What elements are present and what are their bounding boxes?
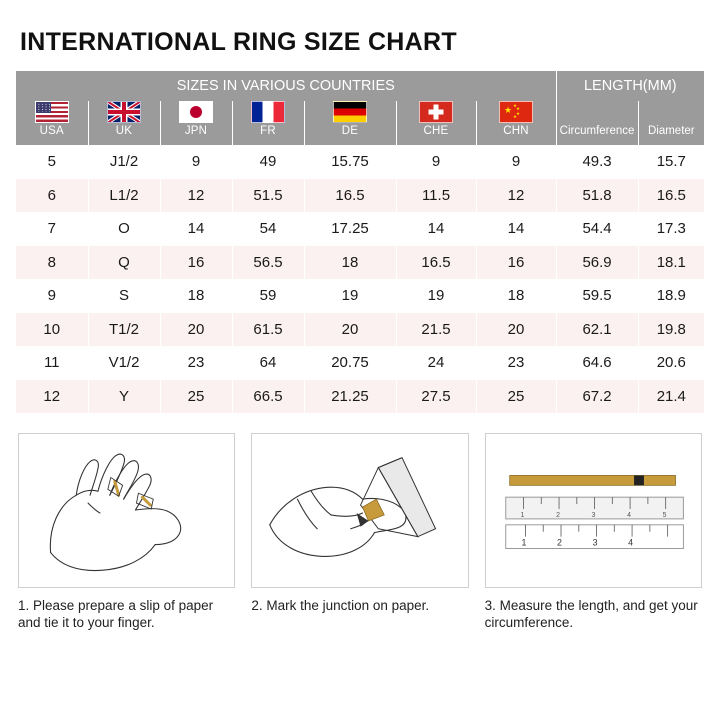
- svg-text:2: 2: [556, 537, 562, 548]
- svg-text:3: 3: [592, 537, 598, 548]
- cell-circumference: 56.9: [556, 246, 638, 280]
- cell-circumference: 64.6: [556, 346, 638, 380]
- svg-text:1: 1: [520, 511, 525, 519]
- cell-fr: 54: [232, 212, 304, 246]
- table-column-header-row: [16, 101, 704, 145]
- column-header-che: [396, 101, 476, 145]
- cell-jpn: 9: [160, 145, 232, 179]
- cell-diameter: 18.1: [638, 246, 704, 280]
- cell-che: 9: [396, 145, 476, 179]
- cell-jpn: 18: [160, 279, 232, 313]
- flag-japan-icon: [179, 101, 213, 123]
- cell-uk: Y: [88, 380, 160, 414]
- cell-circumference: 51.8: [556, 179, 638, 213]
- cell-de: 16.5: [304, 179, 396, 213]
- svg-text:1: 1: [521, 537, 527, 548]
- cell-chn: 12: [476, 179, 556, 213]
- svg-text:2: 2: [555, 511, 560, 519]
- table-row: [16, 313, 704, 347]
- column-label-de: DE: [341, 125, 359, 137]
- cell-che: 21.5: [396, 313, 476, 347]
- svg-text:4: 4: [627, 537, 633, 548]
- table-row: [16, 346, 704, 380]
- column-header-diameter: [638, 101, 704, 145]
- cell-fr: 59: [232, 279, 304, 313]
- column-label-uk: UK: [115, 125, 133, 137]
- cell-fr: 51.5: [232, 179, 304, 213]
- cell-che: 16.5: [396, 246, 476, 280]
- column-header-uk: [88, 101, 160, 145]
- cell-che: 24: [396, 346, 476, 380]
- table-body: [16, 145, 704, 413]
- cell-uk: O: [88, 212, 160, 246]
- cell-chn: 25: [476, 380, 556, 414]
- cell-jpn: 23: [160, 346, 232, 380]
- cell-fr: 56.5: [232, 246, 304, 280]
- column-header-jpn: [160, 101, 232, 145]
- group-header-length: LENGTH(MM): [556, 71, 704, 101]
- hand-with-paper-strip-icon: [18, 433, 235, 588]
- cell-uk: L1/2: [88, 179, 160, 213]
- cell-diameter: 21.4: [638, 380, 704, 414]
- table-row: [16, 145, 704, 179]
- cell-usa: 12: [16, 380, 88, 414]
- cell-circumference: 67.2: [556, 380, 638, 414]
- cell-circumference: 59.5: [556, 279, 638, 313]
- page-title: INTERNATIONAL RING SIZE CHART: [20, 28, 457, 56]
- flag-usa-icon: [35, 101, 69, 123]
- table-row: [16, 212, 704, 246]
- cell-fr: 66.5: [232, 380, 304, 414]
- cell-de: 17.25: [304, 212, 396, 246]
- cell-usa: 7: [16, 212, 88, 246]
- column-label-chn: CHN: [503, 125, 529, 137]
- column-header-usa: [16, 101, 88, 145]
- table-row: [16, 279, 704, 313]
- cell-che: 14: [396, 212, 476, 246]
- cell-de: 20: [304, 313, 396, 347]
- column-label-che: CHE: [423, 125, 449, 137]
- flag-germany-icon: [333, 101, 367, 123]
- cell-diameter: 19.8: [638, 313, 704, 347]
- cell-usa: 6: [16, 179, 88, 213]
- cell-jpn: 20: [160, 313, 232, 347]
- cell-uk: S: [88, 279, 160, 313]
- cell-usa: 10: [16, 313, 88, 347]
- cell-chn: 18: [476, 279, 556, 313]
- cell-usa: 11: [16, 346, 88, 380]
- step-1-caption: 1. Please prepare a slip of paper and tie it to your finger.: [18, 598, 214, 630]
- svg-text:3: 3: [591, 511, 596, 519]
- cell-de: 15.75: [304, 145, 396, 179]
- cell-de: 20.75: [304, 346, 396, 380]
- cell-usa: 5: [16, 145, 88, 179]
- column-label-diameter: Diameter: [647, 125, 695, 137]
- cell-circumference: 62.1: [556, 313, 638, 347]
- cell-fr: 49: [232, 145, 304, 179]
- table-row: [16, 246, 704, 280]
- cell-diameter: 18.9: [638, 279, 704, 313]
- cell-jpn: 25: [160, 380, 232, 414]
- cell-fr: 64: [232, 346, 304, 380]
- cell-de: 18: [304, 246, 396, 280]
- step-3-caption: 3. Measure the length, and get your circumference.: [484, 598, 698, 630]
- column-label-usa: USA: [39, 125, 64, 137]
- instruction-step-1: [18, 433, 235, 631]
- column-header-fr: [232, 101, 304, 145]
- cell-diameter: 20.6: [638, 346, 704, 380]
- ring-size-table: [16, 71, 704, 413]
- table-group-header-row: [16, 71, 704, 101]
- hand-marking-pen-icon: [251, 433, 468, 588]
- step-2-caption: 2. Mark the junction on paper.: [251, 598, 430, 613]
- table-row: [16, 179, 704, 213]
- cell-uk: J1/2: [88, 145, 160, 179]
- column-header-circumference: [556, 101, 638, 145]
- cell-chn: 23: [476, 346, 556, 380]
- cell-jpn: 14: [160, 212, 232, 246]
- cell-uk: Q: [88, 246, 160, 280]
- ruler-measure-icon: [485, 433, 702, 588]
- table-row: [16, 380, 704, 414]
- cell-diameter: 16.5: [638, 179, 704, 213]
- flag-uk-icon: [107, 101, 141, 123]
- instruction-step-3: [485, 433, 702, 631]
- column-header-chn: [476, 101, 556, 145]
- column-label-jpn: JPN: [184, 125, 208, 137]
- cell-uk: V1/2: [88, 346, 160, 380]
- flag-switzerland-icon: [419, 101, 453, 123]
- cell-diameter: 15.7: [638, 145, 704, 179]
- cell-uk: T1/2: [88, 313, 160, 347]
- cell-chn: 14: [476, 212, 556, 246]
- group-header-countries: SIZES IN VARIOUS COUNTRIES: [16, 71, 556, 101]
- cell-fr: 61.5: [232, 313, 304, 347]
- cell-de: 19: [304, 279, 396, 313]
- instruction-panels: [16, 433, 704, 631]
- cell-chn: 9: [476, 145, 556, 179]
- cell-circumference: 49.3: [556, 145, 638, 179]
- cell-che: 27.5: [396, 380, 476, 414]
- cell-usa: 8: [16, 246, 88, 280]
- column-header-de: [304, 101, 396, 145]
- instruction-step-2: [251, 433, 468, 631]
- cell-chn: 16: [476, 246, 556, 280]
- cell-usa: 9: [16, 279, 88, 313]
- cell-diameter: 17.3: [638, 212, 704, 246]
- svg-text:5: 5: [662, 511, 667, 519]
- cell-jpn: 16: [160, 246, 232, 280]
- column-label-fr: FR: [260, 125, 276, 137]
- cell-che: 11.5: [396, 179, 476, 213]
- cell-jpn: 12: [160, 179, 232, 213]
- flag-france-icon: [251, 101, 285, 123]
- svg-text:4: 4: [626, 511, 631, 519]
- cell-circumference: 54.4: [556, 212, 638, 246]
- cell-chn: 20: [476, 313, 556, 347]
- flag-china-icon: ★ ★ ★ ★ ★: [499, 101, 533, 123]
- cell-de: 21.25: [304, 380, 396, 414]
- column-label-circumference: Circumference: [559, 125, 635, 137]
- cell-che: 19: [396, 279, 476, 313]
